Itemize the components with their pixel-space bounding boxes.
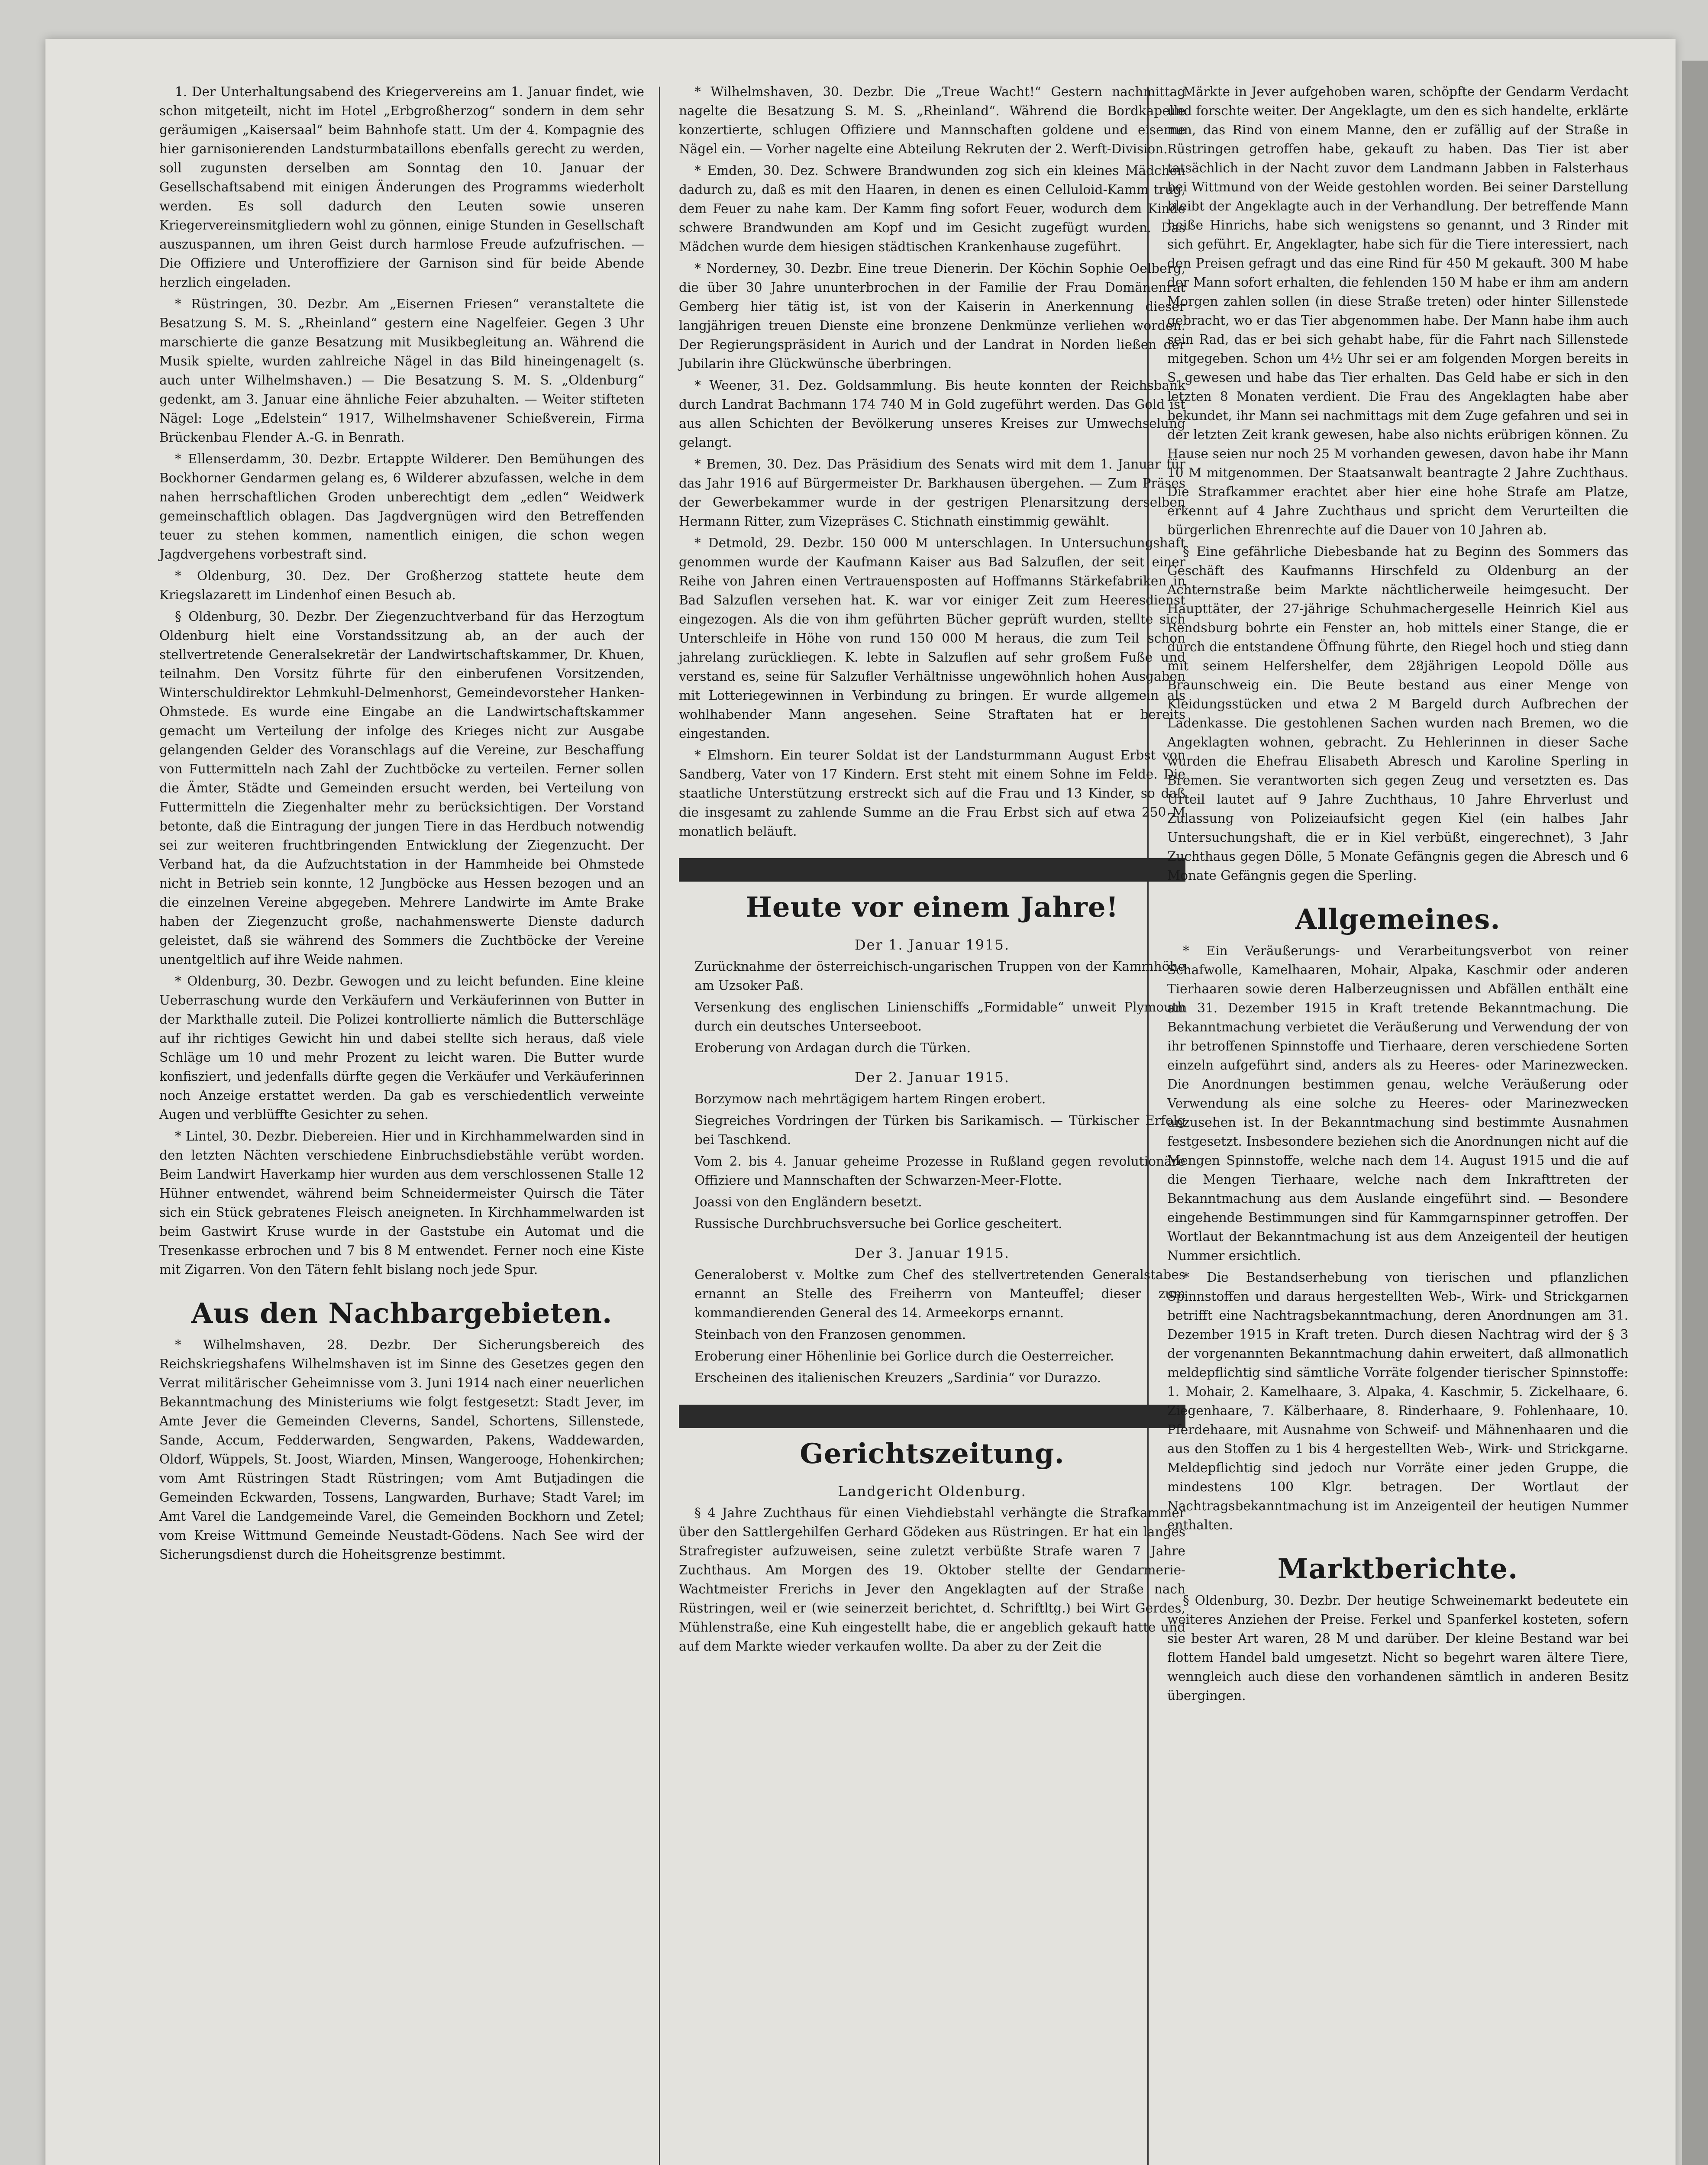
subheading-landgericht: Landgericht Oldenburg. bbox=[838, 1483, 1027, 1499]
article-weener: * Weener, 31. Dez. Goldsammlung. Bis heute konnten der Reichsbank durch Landrat Bachmann 174 740 M in Gold zugeführt werden. Das Gold ist aus allen Schichten der Bevölkerung unseres Kreises zur Umwechselung gelangt. bbox=[679, 378, 1185, 450]
date-heading-2: Der 2. Januar 1915. bbox=[854, 1069, 1010, 1086]
date-3-list bbox=[679, 1265, 1185, 1387]
section-heading-marktberichte: Marktberichte. bbox=[1277, 1553, 1518, 1585]
column-2 bbox=[679, 82, 1185, 1656]
chronicle-item: Russische Durchbruchsversuche bei Gorlice gescheitert. bbox=[694, 1216, 1062, 1231]
article-diebesbande: § Eine gefährliche Diebesbande hat zu Beginn des Sommers das Geschäft des Kaufmanns Hirschfeld zu Oldenburg an der Achternstraße beim Markte nächtlicherweile heimgesucht. Der Haupttäter, der 27-jährige Schuhmachergeselle Heinrich Kiel aus Rendsburg bohrte ein Fenster an, hob mittels einer Stange, die er durch die entstandene Öffnung führte, den Riegel hoch und stieg dann mit seinem Helfershelfer, dem 28jährigen Leopold Dölle aus Braunschweig ein. Die Beute bestand aus einer Menge von Kleidungsstücken und etwa 2 M Bargeld durch Aufbrechen der Ladenkasse. Die gestohlenen Sachen wurden nach Bremen, wo die Angeklagten wohnen, gebracht. Zu Hehlerinnen in dieser Sache wurden die Ehefrau Elisabeth Abresch und Karoline Sperling in Bremen. Sie verantworten sich gegen Zeug und versetzten es. Das Urteil lautet auf 9 Jahre Zuchthaus, 10 Jahre Ehrverlust und Zulassung von Polizeiaufsicht gegen Kiel (ein halbes Jahr Untersuchungshaft, die er in Kiel verbüßt, eingerechnet), 3 Jahr Zuchthaus gegen Dölle, 5 Monate Gefängnis gegen die Abresch und 6 Monate Gefängnis gegen die Sperling. bbox=[1167, 544, 1628, 883]
chronicle-item: Joassi von den Engländern besetzt. bbox=[694, 1195, 922, 1209]
divider-bar-2 bbox=[679, 1405, 1185, 1428]
date-heading-1: Der 1. Januar 1915. bbox=[854, 937, 1010, 953]
article-bestandserhebung: * Die Bestandserhebung von tierischen und pflanzlichen Spinnstoffen und daraus hergestellten Web-, Wirk- und Strickgarnen betrifft eine Nachtragsbekanntmachung, deren Anordnungen am 31. Dezember 1915 in Kraft treten. Durch diesen Nachtrag wird der § 3 der vorgenannten Bekanntmachung dahin erweitert, daß allmonatlich meldepflichtig sind sämtliche Vorräte folgender tierischer Spinnstoffe: 1. Mohair, 2. Kamelhaare, 3. Alpaka, 4. Kaschmir, 5. Zickelhaare, 6. Ziegenhaare, 7. Kälberhaare, 8. Rinderhaare, 9. Fohlenhaare, 10. Pferdehaare, mit Ausnahme von Schweif- und Mähnenhaaren und die aus den Stoffen zu 1 bis 4 hergestellten Web-, Wirk- und Strickgarne. Meldepflichtig sind jedoch nur Vorräte einer jeden Gruppe, die mindestens 100 Klgr. betragen. Der Wortlaut der Nachtragsbekanntmachung ist im Anzeigenteil der heutigen Nummer enthalten. bbox=[1167, 1270, 1628, 1532]
article-wilhelmshaven-treue-wacht: * Wilhelmshaven, 30. Dezbr. Die „Treue Wacht!“ Gestern nachmittag nagelte die Besatzung S. M. S. „Rheinland“. Während die Bordkapelle konzertierte, schlugen Offiziere und Mannschaften goldene und eiserne Nägel ein. — Vorher nagelte eine Abteilung Rekruten der 2. Werft-Division. bbox=[679, 84, 1185, 156]
article-kriegerverein: 1. Der Unterhaltungsabend des Kriegervereins am 1. Januar findet, wie schon mitgeteilt, nicht im Hotel „Erbgroßherzog“ sondern in dem sehr geräumigen „Kaisersaal“ beim Bahnhofe statt. Um der 4. Kompagnie des hier garnisonierenden Landsturmbataillons ebenfalls gerecht zu werden, soll zugunsten derselben am Sonntag den 10. Januar der Gesellschaftsabend mit einigen Änderungen des Programms wiederholt werden. Es soll dadurch den Leuten sowie unseren Kriegervereinsmitgliedern wohl zu gönnen, einige Stunden in Gesellschaft auszuspannen, um ihren Geist durch harmlose Freude aufzufrischen. — Die Offiziere und Unteroffiziere der Garnison sind für beide Abende herzlich eingeladen. bbox=[159, 84, 644, 290]
article-lintel: * Lintel, 30. Dezbr. Diebereien. Hier und in Kirchhammelwarden sind in den letzten Nächten verschiedene Einbruchsdiebstähle verübt worden. Beim Landwirt Haverkamp hier wurden aus dem verschlossenen Stalle 12 Hühner entwendet, während beim Schneidermeister Quirsch die Täter sich ein Stück gebratenes Fleisch aneigneten. In Kirchhammelwarden ist beim Gastwirt Kruse wurde in der Gaststube ein Automat und die Tresenkasse erbrochen und 7 bis 8 M entwendet. Ferner noch eine Kiste mit Zigarren. Von den Tätern fehlt bislang noch jede Spur. bbox=[159, 1129, 644, 1277]
article-detmold: * Detmold, 29. Dezbr. 150 000 M unterschlagen. In Untersuchungshaft genommen wurde der Kaufmann Kaiser aus Bad Salzuflen, der seit einer Reihe von Jahren einen Vertrauensposten auf Hoffmanns Stärkefabriken in Bad Salzuflen versehen hat. K. war vor einiger Zeit zum Heeresdienst eingezogen. Als die von ihm geführten Bücher geprüft wurden, stellte sich Unterschleife in Höhe von rund 150 000 M heraus, die zum Teil schon jahrelang zurückliegen. K. lebte in Salzuflen auf sehr großem Fuße und verstand es, seine für Salzufler Verhältnisse ungewöhnlich hohen Ausgaben mit Lotteriegewinnen in Verbindung zu bringen. Er wurde allgemein als wohlhabender Mann angesehen. Seine Straftaten hat er bereits eingestanden. bbox=[679, 536, 1185, 741]
chronicle-item: Erscheinen des italienischen Kreuzers „Sardinia“ vor Durazzo. bbox=[694, 1370, 1101, 1385]
article-oldenburg-grossherzog: * Oldenburg, 30. Dez. Der Großherzog stattete heute dem Kriegslazarett im Lindenhof einen Besuch ab. bbox=[159, 569, 644, 602]
section-heading-nachbargebiete: Aus den Nachbargebieten. bbox=[191, 1297, 613, 1330]
article-wilhelmshaven-sicherung: * Wilhelmshaven, 28. Dezbr. Der Sicherungsbereich des Reichskriegshafens Wilhelmshaven ist im Sinne des Gesetzes gegen den Verrat militärischer Geheimnisse vom 3. Juni 1914 nach einer neuerlichen Bekanntmachung des Ministeriums wie folgt festgesetzt: Stadt Jever, im Amte Jever die Gemeinden Cleverns, Sandel, Schortens, Sillenstede, Sande, Accum, Fedderwarden, Sengwarden, Pakens, Waddewarden, Oldorf, Wüppels, St. Joost, Wiarden, Minsen, Wangerooge, Hohenkirchen; vom Amt Rüstringen Stadt Rüstringen; vom Amt Butjadingen die Gemeinden Eckwarden, Tossens, Langwarden, Burhave; Stadt Varel; im Amt Varel die Landgemeinde Varel, die Gemeinden Bockhorn und Zetel; vom Kreise Wittmund Gemeinde Neustadt-Gödens. Nach See wird der Sicherungsdienst durch die Hoheitsgrenze bestimmt. bbox=[159, 1338, 644, 1562]
chronicle-item: Siegreiches Vordringen der Türken bis Sarikamisch. — Türkischer Erfolg bei Taschkend. bbox=[694, 1113, 1185, 1147]
column-3 bbox=[1167, 82, 1628, 1705]
date-2-list bbox=[679, 1089, 1185, 1233]
chronicle-item: Vom 2. bis 4. Januar geheime Prozesse in Rußland gegen revolutionäre Offiziere und Mannschaften der Schwarzen-Meer-Flotte. bbox=[694, 1154, 1185, 1188]
article-butter: * Oldenburg, 30. Dezbr. Gewogen und zu leicht befunden. Eine kleine Ueberraschung wurde den Verkäufern und Verkäuferinnen von Butter in der Markthalle zuteil. Die Polizei kontrollierte nämlich die Butterschläge auf ihr richtiges Gewicht hin und dabei stellte sich heraus, daß viele Schläge um 10 und mehr Prozent zu leicht waren. Die Butter wurde konfisziert, und jedenfalls dürfte gegen die Verkäufer und Verkäuferinnen noch Anzeige erstattet werden. Da gab es verschiedentlich verweinte Augen und verblüffte Gesichter zu sehen. bbox=[159, 974, 644, 1122]
article-veraeusserungsverbot: * Ein Veräußerungs- und Verarbeitungsverbot von reiner Schafwolle, Kamelhaaren, Mohair, Alpaka, Kaschmir oder anderen Tierhaaren sowie deren Halberzeugnissen und Abfällen enthält eine am 31. Dezember 1915 in Kraft tretende Bekanntmachung. Die Bekanntmachung verbietet die Veräußerung und Verwendung der von ihr betroffenen Spinnstoffe und Tierhaare, deren verschiedene Sorten einzeln aufgeführt sind, anders als zu Heeres- oder Marinezwecken. Die Anordnungen bestimmen genau, welche Veräußerung oder Verwendung als eine solche zu Heeres- oder Marinezwecken anzusehen ist. In der Bekanntmachung sind bestimmte Ausnahmen festgesetzt. Insbesondere beziehen sich die Anordnungen nicht auf die Mengen Spinnstoffe, welche nach dem 14. August 1915 und die auf die Mengen Tierhaare, welche nach dem Inkrafttreten der Bekanntmachung aus dem Auslande eingeführt sind. — Besondere eingehende Bestimmungen sind für Kammgarnspinner getroffen. Der Wortlaut der Bekanntmachung ist aus dem Anzeigenteil der heutigen Nummer ersichtlich. bbox=[1167, 944, 1628, 1263]
chronicle-item: Borzymow nach mehrtägigem hartem Ringen erobert. bbox=[694, 1092, 1046, 1106]
article-elmshorn: * Elmshorn. Ein teurer Soldat ist der Landsturmmann August Erbst von Sandberg, Vater von 17 Kindern. Erst steht mit einem Sohne im Felde. Die staatliche Unterstützung erstreckt sich auf die Frau und 13 Kinder, so daß die insgesamt zu zahlende Summe an die Frau Erbst sich auf etwa 250 M monatlich beläuft. bbox=[679, 748, 1185, 839]
article-ruestringen: * Rüstringen, 30. Dezbr. Am „Eisernen Friesen“ veranstaltete die Besatzung S. M. S. „Rheinland“ gestern eine Nagelfeier. Gegen 3 Uhr marschierte die ganze Besatzung mit Musikbegleitung an. Während die Musik spielte, wurden zahlreiche Nägel in das Bild hineingenagelt (s. auch unter Wilhelmshaven.) — Die Besatzung S. M. S. „Oldenburg“ gedenkt, am 3. Januar eine ähnliche Feier abzuhalten. — Weiter stifteten Nägel: Loge „Edelstein“ 1917, Wilhelmshavener Schießverein, Firma Brückenbau Flender A.-G. in Benrath. bbox=[159, 297, 644, 445]
chronicle-item: Zurücknahme der österreichisch-ungarischen Truppen von der Kammhöhe am Uzsoker Paß. bbox=[694, 959, 1185, 993]
column-1 bbox=[159, 82, 644, 1564]
date-heading-3: Der 3. Januar 1915. bbox=[854, 1245, 1010, 1261]
article-bremen: * Bremen, 30. Dez. Das Präsidium des Senats wird mit dem 1. Januar für das Jahr 1916 auf Bürgermeister Dr. Barkhausen übergehen. — Zum Präses der Gewerbekammer wurde in der gestrigen Plenarsitzung derselben Hermann Ritter, zum Vizepräses C. Stichnath einstimmig gewählt. bbox=[679, 457, 1185, 529]
section-heading-gerichtszeitung: Gerichtszeitung. bbox=[800, 1438, 1065, 1470]
chronicle-item: Generaloberst v. Moltke zum Chef des stellvertretenden Generalstabes ernannt an Stelle des Freiherrn von Manteuffel; dieser zum kommandierenden General des 14. Armeekorps ernannt. bbox=[694, 1267, 1185, 1320]
chronicle-item: Versenkung des englischen Linienschiffs „Formidable“ unweit Plymouth durch ein deutsches Unterseeboot. bbox=[694, 1000, 1185, 1034]
date-1-list bbox=[679, 957, 1185, 1057]
article-ziegenzucht: § Oldenburg, 30. Dezbr. Der Ziegenzuchtverband für das Herzogtum Oldenburg hielt eine Vorstandssitzung ab, an der auch der stellvertretende Generalsekretär der Landwirtschaftskammer, Dr. Khuen, teilnahm. Den Vorsitz führte für den einberufenen Vorsitzenden, Winterschuldirektor Lehmkuhl-Delmenhorst, Gemeindevorsteher Hanken-Ohmstede. Es wurde eine Eingabe an die Landwirtschaftskammer gemacht um Verteilung der infolge des Krieges nicht zur Ausgabe gelangenden Gelder des Voranschlags auf die Vereine, zur Beschaffung von Futtermitteln nach Zahl der Zuchtböcke zu verteilen. Ferner sollen die Ämter, Städte und Gemeinden ersucht werden, bei Verteilung von Futtermitteln die Ziegenhalter mehr zu berücksichtigen. Der Vorstand betonte, daß die Eintragung der jungen Tiere in das Herdbuch notwendig sei zur weiteren fruchtbringenden Entwicklung der Ziegenzucht. Der Verband hat, da die Aufzuchtstation in der Hammheide bei Ohmstede nicht in Betrieb sein konnte, 12 Jungböcke aus Hessen bezogen und an die einzelnen Vereine abgegeben. Mehrere Landwirte im Amte Brake haben der Ziegenzucht große, nachahmenswerte Dienste dadurch geleistet, daß sie während des Sommers die Zuchtböcke der Vereine unentgeltlich auf ihre Weide nahmen. bbox=[159, 609, 644, 967]
article-viehdiebstahl: § 4 Jahre Zuchthaus für einen Viehdiebstahl verhängte die Strafkammer über den Sattlergehilfen Gerhard Gödeken aus Rüstringen. Er hat ein langes Strafregister aufzuweisen, seine zuletzt verbüßte Strafe waren 7 Jahre Zuchthaus. Am Morgen des 19. Oktober stellte der Gendarmerie-Wachtmeister Frerichs in Jever den Angeklagten auf der Straße nach Rüstringen, weil er (wie seinerzeit berichtet, d. Schriftltg.) bei Wirt Gerdes, Mühlenstraße, eine Kuh eingestellt habe, die er angeblich gekauft hatte und auf dem Markte wieder verkaufen wollte. Da aber zu der Zeit die bbox=[679, 1506, 1185, 1654]
column-rule-1 bbox=[659, 87, 660, 2165]
article-viehdiebstahl-cont: Märkte in Jever aufgehoben waren, schöpfte der Gendarm Verdacht und forschte weiter. Der Angeklagte, um den es sich handelte, erklärte nun, das Rind von einem Manne, den er zufällig auf der Straße in Rüstringen getroffen habe, gekauft zu haben. Das Tier ist aber tatsächlich in der Nacht zuvor dem Landmann Jabben in Falsterhaus bei Wittmund von der Weide gestohlen worden. Bei seiner Darstellung bleibt der Angeklagte auch in der Verhandlung. Der betreffende Mann heiße Hinrichs, habe sich wenigstens so genannt, und 3 Rinder mit sich geführt. Er, Angeklagter, habe sich für die Tiere interessiert, nach den Preisen gefragt und das eine Rind für 450 M gekauft. 300 M habe der Mann sofort erhalten, die fehlenden 150 M habe er ihm am andern Morgen zahlen sollen (in diese Straße treten) oder hinter Sillenstede gebracht, wo er das Tier abgenommen habe. Der Mann habe ihm auch sein Rad, das er bei sich gehabt habe, für die Fahrt nach Sillenstede mitgegeben. Schon um 4½ Uhr sei er am folgenden Morgen bereits in S. gewesen und habe das Tier erhalten. Das Geld habe er sich in den letzten 8 Monaten verdient. Die Frau des Angeklagten habe aber bekundet, ihr Mann sei nachmittags mit dem Zuge gefahren und sei in der letzten Zeit krank gewesen, habe also nichts erübrigen können. Zu Hause seien nur noch 25 M vorhanden gewesen, davon habe ihr Mann 10 M mitgenommen. Der Staatsanwalt beantragte 2 Jahre Zuchthaus. Die Strafkammer erachtet aber hier eine hohe Strafe am Platze, erkennt auf 4 Jahre Zuchthaus und spricht dem Verurteilten die bürgerlichen Ehrenrechte auf die Dauer von 10 Jahren ab. bbox=[1167, 84, 1628, 537]
article-ellenserdamm: * Ellenserdamm, 30. Dezbr. Ertappte Wilderer. Den Bemühungen des Bockhorner Gendarmen gelang es, 6 Wilderer abzufassen, welche in dem nahen herrschaftlichen Groden unberechtigt dem „edlen“ Weidwerk gemeinschaftlich oblagen. Das Jagdvergnügen wird den Betreffenden teuer zu stehen kommen, namentlich einigen, die schon wegen Jagdvergehens vorbestraft sind. bbox=[159, 452, 644, 562]
chronicle-item: Eroberung einer Höhenlinie bei Gorlice durch die Oesterreicher. bbox=[694, 1349, 1114, 1364]
page-edge bbox=[1682, 61, 1708, 2165]
chronicle-item: Eroberung von Ardagan durch die Türken. bbox=[694, 1040, 971, 1055]
chronicle-item: Steinbach von den Franzosen genommen. bbox=[694, 1327, 966, 1342]
article-schweinemarkt: § Oldenburg, 30. Dezbr. Der heutige Schweinemarkt bedeutete ein weiteres Anziehen der Preise. Ferkel und Spanferkel kosteten, sofern sie bester Art waren, 28 M und darüber. Der kleine Bestand war bei flottem Handel bald umgesetzt. Nicht so begehrt waren ältere Tiere, wenngleich auch diese den vorhandenen sämtlich in anderen Besitz übergingen. bbox=[1167, 1593, 1628, 1703]
article-emden: * Emden, 30. Dez. Schwere Brandwunden zog sich ein kleines Mädchen dadurch zu, daß es mit den Haaren, in denen es einen Celluloid-Kamm trug, dem Feuer zu nahe kam. Der Kamm fing sofort Feuer, wodurch dem Kinde schwere Brandwunden am Kopf und im Gesicht zugefügt wurden. Das Mädchen wurde dem hiesigen städtischen Krankenhause zugeführt. bbox=[679, 163, 1185, 254]
divider-bar bbox=[679, 858, 1185, 882]
article-norderney: * Norderney, 30. Dezbr. Eine treue Dienerin. Der Köchin Sophie Oelberg, die über 30 Jahre ununterbrochen in der Familie der Frau Domänenrat Gemberg hier tätig ist, ist von der Kaiserin in Anerkennung dieser langjährigen treuen Dienste eine bronzene Denkmünze verliehen worden. Der Regierungspräsident in Aurich und der Landrat in Norden ließen der Jubilarin ihre Glückwünsche überbringen. bbox=[679, 261, 1185, 371]
section-heading-heute-vor-einem-jahre: Heute vor einem Jahre! bbox=[746, 891, 1119, 924]
section-heading-allgemeines: Allgemeines. bbox=[1295, 903, 1501, 936]
